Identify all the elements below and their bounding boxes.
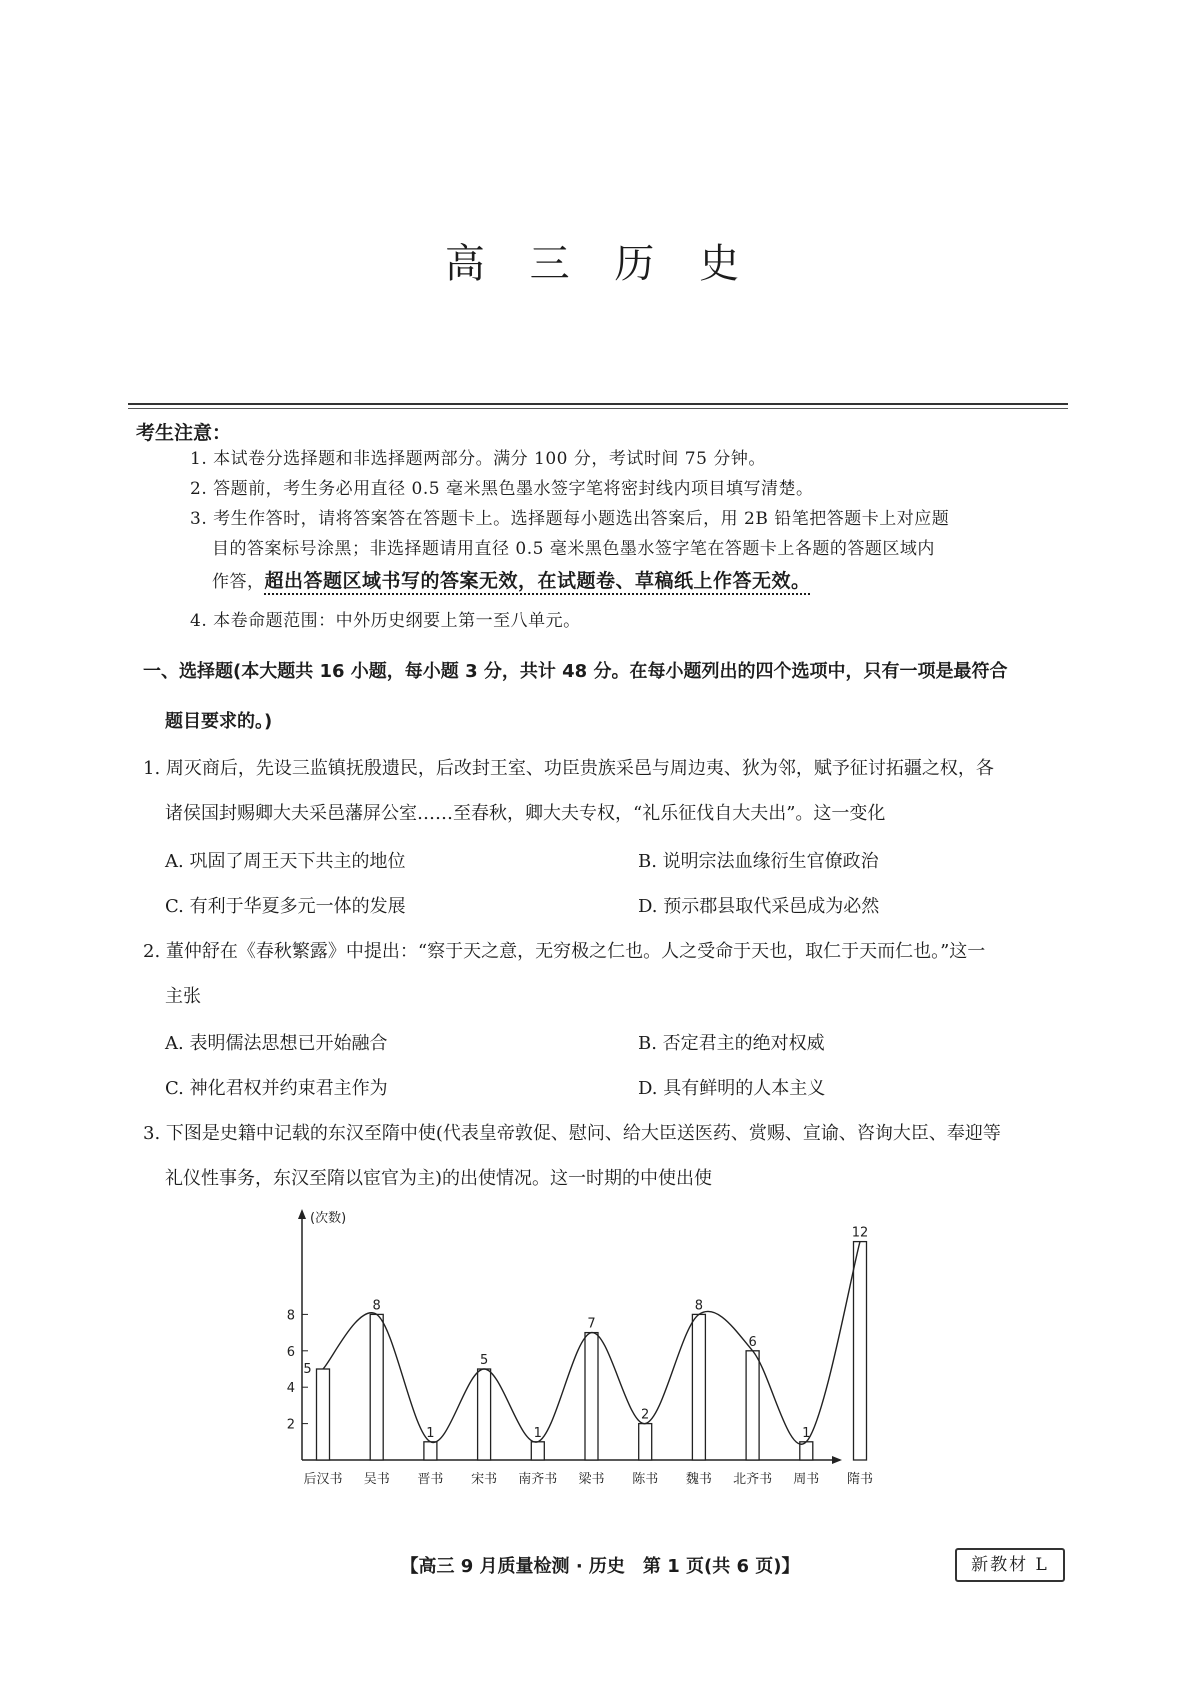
question-2-line-2: 主张 [165, 986, 201, 1007]
y-tick-label: 2 [286, 1417, 295, 1433]
page-footer: 【高三 9 月质量检测 · 历史 第 1 页(共 6 页)】 [400, 1556, 800, 1577]
notice-item-3-cont: 目的答案标号涂黑；非选择题请用直径 0.5 毫米黑色墨水签字笔在答题卡上各题的答题区域内 [212, 539, 935, 559]
y-tick-label: 4 [286, 1381, 295, 1397]
bar [692, 1314, 705, 1460]
x-axis-arrow [832, 1456, 842, 1464]
category-label: 周书 [793, 1472, 820, 1487]
bar [478, 1369, 491, 1460]
notice-item-3-end [212, 566, 1092, 597]
bar [854, 1242, 867, 1460]
section-line-2: 题目要求的。) [165, 711, 273, 732]
notice-item-2: 2. 答题前，考生务必用直径 0.5 毫米黑色墨水签字笔将密封线内项目填写清楚。 [190, 479, 814, 499]
bar-value-label: 6 [748, 1334, 757, 1350]
notice-bold-warning: 超出答题区域书写的答案无效，在试题卷、草稿纸上作答无效。 [264, 570, 811, 592]
category-label: 吴书 [363, 1472, 390, 1487]
question-2-option-d: D. 具有鲜明的人本主义 [638, 1078, 826, 1099]
bar-value-label: 1 [533, 1425, 542, 1441]
notice-heading: 考生注意： [136, 422, 232, 444]
y-axis-arrow [298, 1209, 306, 1219]
bar-value-label: 5 [479, 1353, 489, 1368]
bar-value-label: 2 [641, 1407, 650, 1423]
category-label: 魏书 [685, 1472, 712, 1487]
y-tick-label: 8 [286, 1308, 295, 1324]
question-2 [143, 929, 1073, 1019]
question-3-line-2: 礼仪性事务，东汉至隋以宦官为主)的出使情况。这一时期的中使出使 [165, 1168, 713, 1189]
page-title: 高 三 历 史 [444, 241, 756, 287]
category-label: 宋书 [471, 1472, 498, 1487]
question-2-line-1: 2. 董仲舒在《春秋繁露》中提出：“察于天之意，无穷极之仁也。人之受命于天也，取仁于天而仁也。”这一 [143, 941, 986, 962]
bar-value-label: 12 [851, 1225, 869, 1241]
y-tick-label: 6 [286, 1344, 295, 1360]
question-1-line-2: 诸侯国封赐卿大夫采邑藩屏公室……至春秋，卿大夫专权，“礼乐征伐自大夫出”。这一变化 [165, 803, 886, 824]
bar [424, 1442, 437, 1460]
y-axis-label: (次数) [310, 1211, 347, 1226]
bar [370, 1314, 383, 1460]
bar-value-label: 5 [303, 1362, 312, 1377]
section-heading [143, 647, 1073, 747]
bar [746, 1351, 759, 1460]
bar-value-label: 8 [694, 1298, 704, 1314]
category-label: 晋书 [417, 1472, 444, 1487]
notice-item-3: 3. 考生作答时，请将答案答在答题卡上。选择题每小题选出答案后，用 2B 铅笔把答题卡上对应题 [190, 509, 950, 529]
bar-value-label: 1 [426, 1425, 435, 1441]
question-2-option-c: C. 神化君权并约束君主作为 [165, 1078, 388, 1099]
category-label: 梁书 [578, 1472, 605, 1487]
category-label: 隋书 [846, 1472, 874, 1487]
section-line-1: 一、选择题(本大题共 16 小题，每小题 3 分，共计 48 分。在每小题列出的四个选项中，只有一项是最符合 [143, 661, 1008, 682]
textbook-badge: 新教材 L [955, 1548, 1065, 1582]
question-3-line-1: 3. 下图是史籍中记载的东汉至隋中使(代表皇帝敦促、慰问、给大臣送医药、赏赐、宣谕、咨询大臣、奉迎等 [143, 1123, 1001, 1144]
bar [639, 1424, 652, 1460]
bar [531, 1442, 544, 1460]
bar-value-label: 1 [802, 1425, 811, 1441]
question-1-option-c: C. 有利于华夏多元一体的发展 [165, 896, 406, 917]
question-1-option-d: D. 预示郡县取代采邑成为必然 [638, 896, 880, 917]
question-2-option-b: B. 否定君主的绝对权威 [638, 1033, 825, 1054]
bar-value-label: 8 [372, 1298, 381, 1314]
category-label: 陈书 [632, 1472, 659, 1487]
notice-item-3-prefix: 作答， [212, 572, 265, 592]
category-label: 后汉书 [303, 1472, 343, 1487]
question-3 [143, 1111, 1073, 1201]
envoy-bar-chart [280, 1205, 920, 1495]
question-2-option-a: A. 表明儒法思想已开始融合 [165, 1033, 388, 1054]
bar [585, 1333, 598, 1460]
header-divider-thin [128, 408, 1068, 409]
question-1-line-1: 1. 周灭商后，先设三监镇抚殷遗民，后改封王室、功臣贵族采邑与周边夷、狄为邻，赋予征讨拓疆之权，各 [143, 758, 994, 779]
notice-item-4: 4. 本卷命题范围：中外历史纲要上第一至八单元。 [190, 611, 581, 631]
header-divider [128, 403, 1068, 405]
category-label: 南齐书 [518, 1472, 558, 1487]
bar [317, 1369, 330, 1460]
question-1-option-b: B. 说明宗法血缘衍生官僚政治 [638, 851, 879, 872]
question-1-option-a: A. 巩固了周王天下共主的地位 [165, 851, 406, 872]
bar-value-label: 7 [587, 1316, 596, 1332]
question-1 [143, 746, 1073, 836]
notice-item-1: 1. 本试卷分选择题和非选择题两部分。满分 100 分，考试时间 75 分钟。 [190, 449, 766, 469]
category-label: 北齐书 [733, 1472, 773, 1487]
